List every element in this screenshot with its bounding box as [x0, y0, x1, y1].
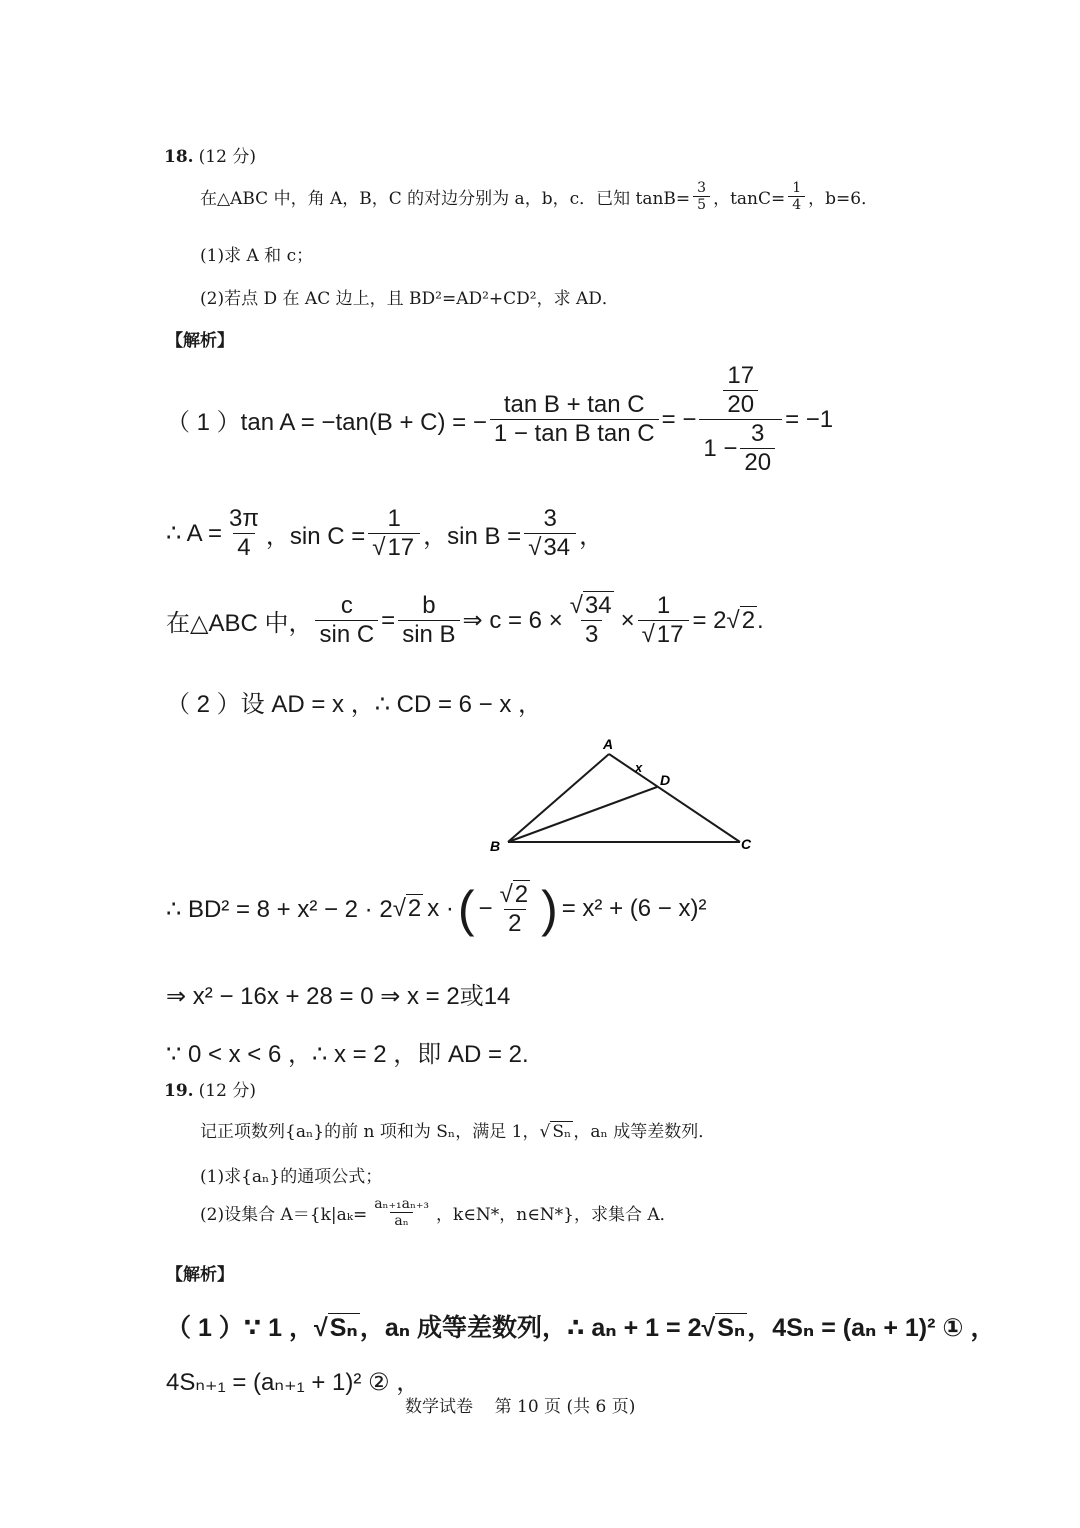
line2-A-num: 3π	[228, 505, 259, 532]
line2-A-fraction	[225, 505, 263, 562]
sol1-f1-den: 1 − tan B tan C	[490, 419, 659, 448]
line3-f4-den: √17	[638, 620, 690, 649]
q18-solution-line2	[166, 505, 603, 562]
q18-final-line: ∵ 0 < x < 6 ，∴ x = 2 ，即 AD = 2.	[166, 1041, 529, 1068]
line2-sinB-fraction	[524, 505, 576, 562]
q18-score: (12 分)	[198, 147, 256, 167]
q19-part2-b: ，k∈N*，n∈N*}，求集合 A．	[436, 1205, 677, 1225]
q18-part2: (2)若点 D 在 AC 边上，且 BD²=AD²+CD²，求 AD．	[200, 289, 619, 309]
bd-fraction	[496, 881, 535, 938]
line3-f2-den: sin B	[398, 620, 459, 649]
q18-header	[164, 142, 256, 167]
line2-sinB-den: √34	[524, 533, 576, 562]
line2-sinB-den-radicand: 34	[543, 534, 571, 561]
q18-solution-line1	[166, 362, 833, 477]
line2-A-den: 4	[233, 533, 254, 562]
sol1-f2-numerator	[719, 362, 762, 419]
q19-part2-a: (2)设集合 A＝{k|aₖ=	[200, 1205, 368, 1225]
q19-sol1-a: （ 1 ）∵ 1 ，	[166, 1314, 314, 1342]
q18-part1: (1)求 A 和 c；	[200, 246, 314, 266]
line3-times: ×	[620, 606, 635, 634]
bd-right-paren: )	[541, 881, 558, 937]
q18-number: 18.	[164, 147, 194, 167]
line3-f3-num: √34	[569, 592, 612, 619]
q19-part2-num: aₙ₊₁aₙ₊₃	[374, 1196, 429, 1212]
line2-lead: ∴ A =	[166, 520, 222, 547]
q18-tanB-den: 5	[693, 196, 710, 213]
line2-sinB: ，sin B =	[423, 523, 522, 550]
q18-part2-solution: （ 2 ）设 AD = x ，∴ CD = 6 − x ，	[166, 691, 543, 718]
label-A: A	[603, 736, 614, 752]
q19-sol1-b: ，aₙ 成等差数列，∴ aₙ + 1 = 2	[359, 1314, 702, 1342]
q19-sol1-root2: √Sₙ	[701, 1314, 746, 1342]
sol1-f1-num: tan B + tan C	[503, 391, 645, 418]
q18-solution-line3	[166, 592, 764, 649]
line3-fraction1	[315, 592, 378, 649]
line3-f3-den: 3	[581, 620, 602, 649]
q19-part1: (1)求{aₙ}的通项公式；	[200, 1167, 383, 1187]
q19-stem-a: 记正项数列{aₙ}的前 n 项和为 Sₙ，满足 1，	[200, 1122, 540, 1142]
line3-f4-num: 1	[656, 592, 671, 619]
q19-score: (12 分)	[198, 1081, 256, 1101]
sol1-f2-den-fraction	[740, 420, 775, 477]
q18-stem-b: ，tanC=	[713, 189, 786, 209]
bd-f-num: √2	[499, 880, 529, 908]
bd-f-den: 2	[504, 909, 525, 938]
line3-root: √2	[726, 606, 756, 634]
q19-header	[164, 1076, 256, 1101]
line3-fraction4	[638, 592, 690, 649]
label-C: C	[741, 836, 752, 852]
q18-bd-line	[166, 880, 706, 938]
q19-solution-line2: 4Sₙ₊₁ = (aₙ₊₁ + 1)² ② ，	[166, 1369, 421, 1396]
bd-f-num-radicand: 2	[514, 880, 529, 908]
q19-part2-den: aₙ	[390, 1212, 412, 1229]
bd-root: √2	[392, 895, 422, 922]
line3-root-radicand: 2	[741, 606, 756, 634]
line3-f4-den-radicand: 17	[656, 621, 684, 648]
q18-stem-c: ，b=6．	[808, 189, 879, 209]
sol1-fraction2	[699, 362, 782, 477]
q18-tanC-num: 1	[792, 180, 802, 196]
line3-fraction3	[566, 592, 618, 649]
sol1-f2-num-num: 17	[727, 362, 755, 389]
edge-BD	[508, 787, 657, 842]
label-D: D	[660, 772, 671, 788]
line3-f1-den: sin C	[315, 620, 378, 649]
q19-sol1-root2-radicand: Sₙ	[717, 1314, 746, 1342]
q18-stem-a: 在△ABC 中，角 A，B，C 的对边分别为 a，b，c．已知 tanB=	[200, 189, 691, 209]
label-B: B	[490, 838, 501, 854]
bd-root-radicand: 2	[407, 895, 422, 922]
line3-mid: ⇒ c = 6 ×	[462, 607, 563, 634]
q18-tanB-num: 3	[697, 180, 707, 196]
line2-sinC-den-radicand: 17	[387, 534, 415, 561]
line2-end: ，	[579, 523, 604, 550]
q19-sol1-root1: √Sₙ	[314, 1314, 358, 1342]
q19-stem-b: ，aₙ 成等差数列．	[573, 1122, 716, 1142]
page-footer: 数学试卷 第 10 页 (共 6 页)	[405, 1397, 636, 1417]
q19-stem-root: √ Sₙ	[539, 1122, 572, 1142]
line2-sinC-den: √17	[368, 533, 420, 562]
line3-f1-num: c	[340, 592, 353, 619]
q18-tanC-fraction	[788, 180, 805, 213]
bd-lead: ∴ BD² = 8 + x² − 2 · 2	[166, 895, 393, 923]
line3-dot: .	[757, 606, 764, 634]
line2-sinB-num: 3	[543, 505, 557, 532]
sol1-fraction1	[490, 391, 659, 448]
line2-sinC-fraction	[368, 505, 420, 562]
sol1-f2-denominator	[699, 419, 782, 477]
q18-analysis-heading: 【解析】	[166, 331, 234, 351]
q19-part2-fraction	[370, 1196, 433, 1229]
q19-stem	[200, 1117, 715, 1142]
q19-stem-root-radicand: Sₙ	[552, 1122, 572, 1142]
line2-sinC: ，sin C =	[265, 523, 366, 550]
bd-left-paren: (	[457, 881, 475, 937]
line3-eq: =	[381, 606, 396, 634]
line3-f2-num: b	[422, 592, 436, 619]
sol1-lead: （ 1 ）tan A = −tan(B + C) = −	[166, 409, 487, 436]
bd-tail: = x² + (6 − x)²	[561, 895, 707, 922]
q18-stem	[200, 180, 878, 213]
edge-BA	[508, 754, 609, 842]
q19-sol1-c: ，4Sₙ = (aₙ + 1)² ① ，	[747, 1314, 996, 1342]
sol1-f2-den-den: 20	[740, 448, 775, 477]
sol1-tail: = −1	[785, 405, 834, 433]
q19-part2	[200, 1196, 677, 1229]
q19-analysis-heading: 【解析】	[166, 1265, 234, 1285]
bd-mid: x ·	[427, 895, 454, 922]
sol1-f2-den-num: 3	[751, 420, 765, 447]
q18-equation-line: ⇒ x² − 16x + 28 = 0 ⇒ x = 2或14	[166, 983, 511, 1010]
bd-neg: −	[478, 895, 493, 922]
line3-fraction2	[398, 592, 459, 649]
q19-solution-line1	[166, 1308, 995, 1344]
q19-sol1-root1-radicand: Sₙ	[329, 1314, 358, 1342]
q19-number: 19.	[164, 1081, 194, 1101]
triangle-figure	[480, 730, 760, 860]
q18-tanC-den: 4	[788, 196, 805, 213]
line3-lead: 在△ABC 中，	[166, 610, 313, 637]
sol1-eq: = −	[661, 405, 697, 433]
q18-tanB-fraction	[693, 180, 710, 213]
sol1-f2-den-lead: 1 −	[703, 434, 738, 462]
line3-f3-num-radicand: 34	[584, 592, 612, 619]
sol1-f2-num-den: 20	[723, 390, 758, 419]
label-x: x	[635, 760, 643, 775]
line3-tail: = 2	[692, 606, 727, 634]
line2-sinC-num: 1	[387, 505, 401, 532]
